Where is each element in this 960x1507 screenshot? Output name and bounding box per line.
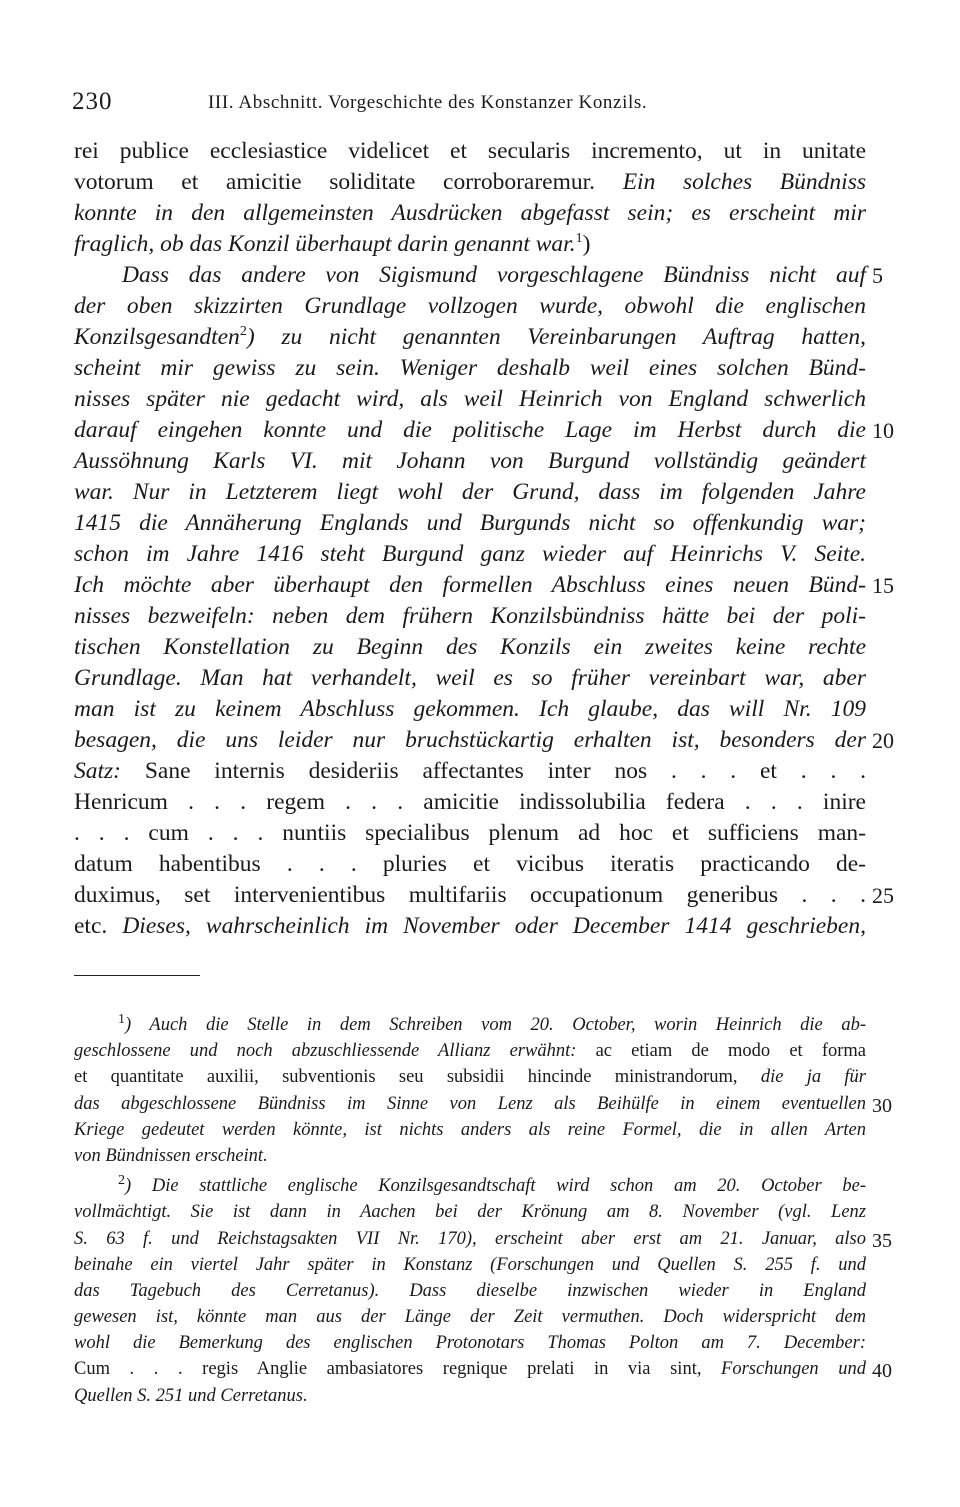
text-line [74,818,866,849]
text-span: Forschungen und [721,1359,867,1380]
text-span: Konzilsgesandten [74,324,240,350]
text-line [74,849,866,880]
footnote-line [74,1091,866,1117]
footnote-marker: 2 [239,324,247,340]
text-span: die ja für [760,1067,866,1088]
text-span: geschlossene und noch abzuschliessende Allianz erwähnt: [74,1041,596,1062]
text-line [74,198,866,229]
text-line [74,353,866,384]
text-line [74,415,866,446]
text-line [74,322,866,353]
text-line [74,384,866,415]
footnote-marker: 2 [118,1172,125,1188]
text-span: duximus, set intervenientibus multifariis occupationum generibus . . . [74,882,866,908]
footnote-line [74,1330,866,1356]
text-span: ) [582,231,591,257]
text-span: nisses später nie gedacht wird, als weil Heinrich von England schwerlich [74,386,866,412]
footnote-line [74,1064,866,1090]
text-span: Ich möchte aber überhaupt den formellen Abschluss eines neuen Bünd- [74,572,866,598]
footnote-line [74,1278,866,1304]
text-line [74,229,866,260]
footnote-marker: 1 [575,231,583,247]
text-span: Henricum . . . regem . . . amicitie indissolubilia federa . . . inire [74,789,866,815]
text-span: beinahe ein viertel Jahr später in Konstanz (Forschungen und Quellen S. 255 f. und [74,1254,866,1275]
text-span: ac etiam de modo et forma [595,1041,866,1062]
text-span: man ist zu keinem Abschluss gekommen. Ich glaube, das will Nr. 109 [74,696,866,722]
text-span: rei publice ecclesiastice videlicet et secularis incremento, ut in unitate [74,138,866,164]
footnote-line [74,1304,866,1330]
footnote-line [74,1226,866,1252]
text-span: darauf eingehen konnte und die politische Lage im Herbst durch die [74,417,866,443]
text-line [74,136,866,167]
text-span: das abgeschlossene Bündniss im Sinne von Lenz als Beihülfe in einem eventuellen [74,1093,866,1114]
text-line [74,663,866,694]
text-span: gewesen ist, könnte man aus der Länge der Zeit vermuthen. Doch widerspricht dem [74,1307,866,1328]
text-span: et quantitate auxilii, subventionis seu subsidii hincinde ministrandorum, [74,1067,761,1088]
line-number: 5 [872,263,883,288]
text-span: scheint mir gewiss zu sein. Weniger deshalb weil eines solchen Bünd- [74,355,866,381]
footnote-line [74,1252,866,1278]
footnote-line [74,1143,866,1169]
text-span: besagen, die uns leider nur bruchstückartig erhalten ist, besonders der [74,727,866,753]
main-text [74,136,894,942]
text-span: war. Nur in Letzterem liegt wohl der Grund, dass im folgenden Jahre [74,479,866,505]
text-line [74,632,866,663]
footnote-line [74,1383,866,1409]
running-title: III. Abschnitt. Vorgeschichte des Konstanzer Konzils. [208,92,648,113]
text-line [74,787,866,818]
page-number: 230 [72,88,113,115]
line-number: 30 [872,1095,892,1117]
footnotes [74,1011,892,1409]
line-number: 20 [872,728,894,753]
text-line [74,880,866,911]
footnote-line [74,1173,866,1199]
text-span: 1415 die Annäherung Englands und Burgunds nicht so offenkundig war; [74,510,866,536]
text-line [74,725,866,756]
line-number: 25 [872,883,894,908]
footnote-line [74,1012,866,1038]
line-number: 35 [872,1230,892,1252]
text-line [74,911,866,942]
text-line [74,260,866,291]
text-span: das Tagebuch des Cerretanus). Dass dieselbe inzwischen wieder in England [74,1280,866,1301]
line-number: 10 [872,418,894,443]
text-span: vollmächtigt. Sie ist dann in Aachen bei der Krönung am 8. November (vgl. Lenz [74,1202,866,1223]
text-span: votorum et amicitie soliditate corroboraremur. [74,169,623,195]
text-span: ) zu nicht genannten Vereinbarungen Auftrag hatten, [246,324,866,350]
text-span: ) Die stattliche englische Konzilsgesandtschaft wird schon am 20. October be- [125,1176,866,1197]
text-line [74,694,866,725]
text-span: Sane internis desideriis affectantes inter nos . . . et . . . [144,758,867,784]
text-span: von Bündnissen erscheint. [74,1145,268,1166]
text-line [74,539,866,570]
text-span: tischen Konstellation zu Beginn des Konzils ein zweites keine rechte [74,634,866,660]
text-span: Kriege gedeutet werden könnte, ist nichts anders als reine Formel, die in allen Arten [74,1119,866,1140]
text-line [74,570,866,601]
text-span: Dass das andere von Sigismund vorgeschlagene Bündniss nicht auf [122,262,866,288]
text-span: Cum . . . regis Anglie ambasiatores regnique prelati in via sint, [74,1359,722,1380]
text-span: ) Auch die Stelle in dem Schreiben vom 20. October, worin Heinrich die ab- [125,1015,866,1035]
text-span: wohl die Bemerkung des englischen Protonotars Thomas Polton am 7. December: [74,1333,866,1354]
footnote-line [74,1038,866,1064]
text-line [74,167,866,198]
text-span: schon im Jahre 1416 steht Burgund ganz wieder auf Heinrichs V. Seite. [74,541,866,567]
page-header [72,88,892,120]
footnote-marker: 1 [118,1011,125,1027]
text-span: fraglich, ob das Konzil überhaupt darin genannt war. [74,231,576,257]
text-line [74,446,866,477]
text-span: . . . cum . . . nuntiis specialibus plenum ad hoc et sufficiens man- [74,820,866,846]
line-number: 15 [872,573,894,598]
text-span: datum habentibus . . . pluries et vicibus iteratis practicando de- [74,851,866,877]
text-span: Quellen S. 251 und Cerretanus. [74,1385,308,1406]
text-line [74,477,866,508]
text-span: Ein solches Bündniss [622,169,866,195]
footnote-line [74,1199,866,1225]
text-span: der oben skizzirten Grundlage vollzogen wurde, obwohl die englischen [74,293,866,319]
text-span: Grundlage. Man hat verhandelt, weil es so früher vereinbart war, aber [74,665,866,691]
text-span: Aussöhnung Karls VI. mit Johann von Burgund vollständig geändert [74,448,866,474]
text-line [74,508,866,539]
text-line [74,601,866,632]
text-span: etc. [74,913,123,939]
footnote-separator [74,975,200,976]
text-span: konnte in den allgemeinsten Ausdrücken abgefasst sein; es erscheint mir [74,200,866,226]
footnote-line [74,1356,866,1382]
text-span: Satz: [74,758,145,784]
footnote-line [74,1117,866,1143]
line-number: 40 [872,1360,892,1382]
text-line [74,756,866,787]
text-span: nisses bezweifeln: neben dem frühern Konzilsbündniss hätte bei der poli- [74,603,866,629]
text-span: S. 63 f. und Reichstagsakten VII Nr. 170), erscheint aber erst am 21. Januar, also [74,1228,866,1249]
text-line [74,291,866,322]
text-span: Dieses, wahrscheinlich im November oder December 1414 geschrieben, [122,913,866,939]
